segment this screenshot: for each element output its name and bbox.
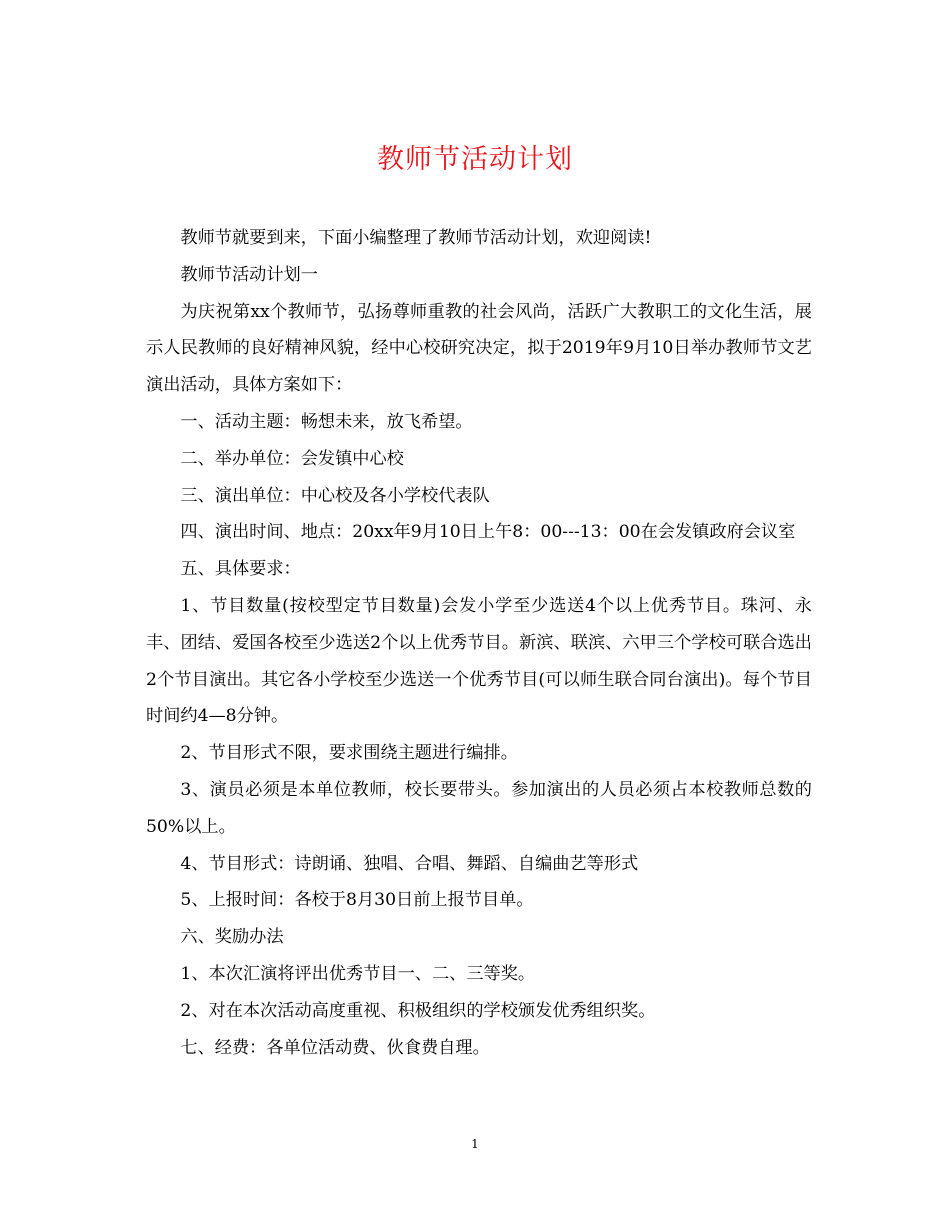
section-heading-plan-one: 教师节活动计划一	[180, 264, 318, 285]
item-funding: 七、经费：各单位活动费、伙食费自理。	[180, 1037, 490, 1058]
document-body	[146, 220, 812, 1066]
document-title: 教师节活动计划	[377, 144, 573, 175]
requirement-2: 2、节目形式不限，要求围绕主题进行编排。	[180, 743, 518, 764]
requirement-4: 4、节目形式：诗朗诵、独唱、合唱、舞蹈、自编曲艺等形式	[180, 853, 639, 874]
requirement-1: 1、节目数量(按校型定节目数量)会发小学至少选送4个以上优秀节目。珠河、永丰、团结、爱国各校至少选送2个以上优秀节目。新滨、联滨、六甲三个学校可联合选出2个节目演出。其它各小学校至少选送一个优秀节目(可以师生联合同台演出)。每个节目时间约4—8分钟。	[146, 595, 812, 727]
award-2: 2、对在本次活动高度重视、积极组织的学校颁发优秀组织奖。	[180, 1000, 656, 1021]
item-organizer: 二、举办单位：会发镇中心校	[180, 448, 404, 469]
requirement-5: 5、上报时间：各校于8月30日前上报节目单。	[180, 890, 534, 911]
item-awards-heading: 六、奖励办法	[180, 927, 284, 948]
item-theme: 一、活动主题：畅想未来，放飞希望。	[180, 411, 473, 432]
intro-paragraph: 教师节就要到来，下面小编整理了教师节活动计划，欢迎阅读!	[180, 228, 652, 248]
award-1: 1、本次汇演将评出优秀节目一、二、三等奖。	[180, 963, 536, 984]
item-time-location: 四、演出时间、地点：20xx年9月10日上午8：00---13：00在会发镇政府会议室	[180, 522, 796, 543]
item-performers: 三、演出单位：中心校及各小学校代表队	[180, 485, 490, 506]
item-requirements-heading: 五、具体要求：	[180, 559, 301, 580]
purpose-paragraph: 为庆祝第xx个教师节，弘扬尊师重教的社会风尚，活跃广大教职工的文化生活，展示人民教师的良好精神风貌，经中心校研究决定，拟于2019年9月10日举办教师节文艺演出活动，具体方案如下：	[146, 301, 812, 396]
requirement-3: 3、演员必须是本单位教师，校长要带头。参加演出的人员必须占本校教师总数的50%以上。	[146, 779, 812, 837]
page-number: 1	[471, 1137, 479, 1151]
